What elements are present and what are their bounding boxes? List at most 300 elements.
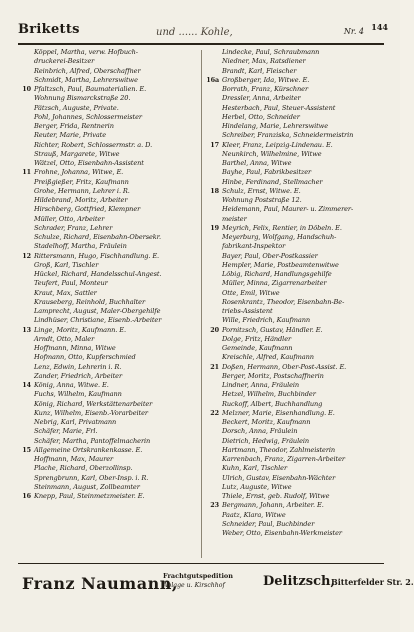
resident-entry — [18, 94, 200, 103]
entry-text: Pornitzsch, Gustav, Händler. E. — [222, 325, 323, 334]
house-entry — [206, 224, 386, 233]
house-number — [18, 464, 34, 473]
house-number — [206, 233, 222, 242]
entry-text: König, Richard, Werkstättenarbeiter — [34, 399, 153, 408]
house-number: 21 — [210, 362, 219, 371]
column-divider — [201, 50, 202, 558]
left-column — [18, 48, 200, 560]
resident-entry — [18, 464, 200, 473]
house-number — [18, 353, 34, 362]
house-number — [206, 113, 222, 122]
resident-entry — [206, 205, 386, 214]
entry-text: Grohe, Hermann, Lehrer i. R. — [34, 186, 130, 195]
resident-entry — [18, 353, 200, 362]
resident-entry — [18, 335, 200, 344]
house-number — [18, 437, 34, 446]
resident-entry — [18, 298, 200, 307]
entry-text: Schneider, Paul, Buchbinder — [222, 519, 315, 528]
advertiser-address: Bitterfelder Str. 2. — [331, 577, 414, 587]
entry-text: Dolge, Fritz, Händler — [222, 334, 292, 343]
house-number — [206, 159, 222, 168]
entry-text: Hempler, Marie, Postbeamtenwitwe — [222, 260, 339, 269]
house-number — [206, 446, 222, 455]
house-number — [206, 270, 222, 279]
resident-entry — [206, 113, 386, 122]
resident-entry — [18, 104, 200, 113]
house-number — [18, 76, 34, 85]
entry-text: Otte, Emil, Witwe — [222, 288, 280, 297]
house-number: 18 — [210, 186, 219, 195]
house-entry — [206, 187, 386, 196]
house-number — [18, 233, 34, 242]
entry-text: Weber, Otto, Eisenbahn-Werkmeister — [222, 529, 342, 537]
entry-text: Schäfer, Marie, Frl. — [34, 427, 98, 436]
house-number — [18, 150, 34, 159]
entry-text: Beckert, Moritz, Kaufmann — [222, 418, 311, 426]
entry-text: Bayhe, Paul, Fabrikbesitzer — [222, 168, 312, 177]
entry-text: Schulze, Richard, Eisenbahn-Obersekr. — [34, 233, 162, 241]
house-number — [206, 464, 222, 473]
resident-entry — [18, 113, 200, 122]
resident-entry — [18, 131, 200, 140]
entry-text: Lenz, Edwin, Lehrerin i. R. — [34, 362, 122, 371]
resident-entry — [18, 178, 200, 187]
house-entry — [18, 326, 200, 335]
house-number — [18, 316, 34, 325]
house-number — [206, 344, 222, 353]
house-number — [206, 205, 222, 214]
resident-entry — [206, 242, 386, 251]
entry-text: Wohnung Poststraße 12. — [222, 196, 302, 204]
house-number — [206, 67, 222, 76]
house-number — [18, 122, 34, 131]
entry-text: Stadelhoff, Martha, Fräulein — [34, 242, 127, 251]
entry-text: Teufert, Paul, Monteur — [34, 279, 108, 288]
entry-text: Groß, Karl, Tischler — [34, 260, 99, 269]
resident-entry — [206, 178, 386, 187]
entry-text: Steinmann, August, Zollbeamter — [34, 482, 140, 491]
entry-text: Frohne, Johanna, Witwe, E. — [34, 168, 124, 177]
house-entry — [206, 501, 386, 510]
entry-text: Bergmann, Johann, Arbeiter. E. — [222, 501, 324, 510]
house-number — [206, 131, 222, 140]
house-entry — [18, 252, 200, 261]
entry-text: Rittersmann, Hugo, Fischhandlung. E. — [34, 251, 160, 260]
resident-entry — [206, 372, 386, 381]
house-number: 13 — [22, 325, 31, 334]
entry-text: Richter, Robert, Schlossermstr. a. D. — [34, 140, 153, 149]
house-number — [206, 48, 222, 57]
resident-entry — [206, 168, 386, 177]
entry-text: Preißgießer, Fritz, Kaufmann — [34, 177, 129, 186]
house-number — [18, 372, 34, 381]
house-number: 14 — [22, 381, 31, 389]
house-number: 17 — [210, 140, 219, 149]
house-number — [206, 400, 222, 409]
entry-text: Krauseberg, Reinhold, Buchhalter — [34, 297, 146, 306]
resident-entry — [206, 131, 386, 140]
resident-entry — [18, 187, 200, 196]
house-entry — [206, 76, 386, 85]
entry-text: Lindhüser, Christiane, Eisenb.-Arbeiter — [34, 316, 162, 325]
entry-text: Strauß, Margarete, Witwe — [34, 149, 120, 158]
entry-text: Barthel, Anna, Witwe — [222, 159, 292, 167]
house-number — [206, 353, 222, 362]
entry-text: Dorsch, Anna, Fräulein — [222, 427, 298, 436]
resident-entry — [206, 94, 386, 103]
entry-text: Hildebrand, Moritz, Arbeiter — [34, 196, 128, 204]
resident-entry — [206, 261, 386, 270]
entry-text: Zander, Friedrich, Arbeiter — [34, 371, 123, 380]
house-number — [18, 298, 34, 307]
house-number — [206, 390, 222, 399]
resident-entry — [18, 205, 200, 214]
resident-entry — [18, 150, 200, 159]
house-number — [18, 131, 34, 140]
house-number — [206, 252, 222, 261]
resident-entry — [18, 224, 200, 233]
resident-entry — [206, 474, 386, 483]
entry-text: Thiele, Ernst, geb. Rudolf, Witwe — [222, 492, 330, 500]
header-title: Briketts — [18, 22, 80, 37]
house-number: 22 — [210, 408, 219, 417]
page-number: 144 — [371, 22, 388, 32]
entry-text: Lutz, Auguste, Witwe — [222, 482, 292, 491]
house-number: 16a — [206, 75, 219, 84]
resident-entry — [18, 363, 200, 372]
entry-text: Berger, Moritz, Postschaffnerin — [222, 371, 324, 380]
entry-text: Lindner, Anna, Fräulein — [222, 381, 300, 389]
house-number — [206, 474, 222, 483]
house-number — [18, 474, 34, 483]
house-number — [206, 520, 222, 529]
house-number — [206, 455, 222, 464]
resident-entry — [18, 270, 200, 279]
entry-text: Hindelang, Marie, Lehrerswitwe — [222, 122, 329, 130]
entry-text: druckerei-Besitzer — [34, 57, 95, 66]
house-entry — [206, 409, 386, 418]
entry-text: Hesterbach, Paul, Steuer-Assistent — [222, 103, 336, 112]
house-number — [206, 483, 222, 492]
house-number — [206, 492, 222, 501]
entry-text: Berger, Frida, Rentnerin — [34, 122, 114, 130]
entry-text: Melzner, Marie, Eisenhandlung. E. — [222, 408, 335, 417]
resident-entry — [18, 57, 200, 66]
entry-text: Schreiber, Franziska, Schneidermeistrin — [222, 131, 354, 140]
entry-text: Schmidt, Martha, Lehrerswitwe — [34, 75, 138, 84]
house-number: 20 — [210, 325, 219, 334]
resident-entry — [18, 307, 200, 316]
entry-text: Linge, Moritz, Kaufmann. E. — [34, 325, 126, 334]
resident-entry — [206, 270, 386, 279]
house-number — [18, 289, 34, 298]
house-number — [206, 289, 222, 298]
resident-entry — [18, 289, 200, 298]
house-number — [18, 196, 34, 205]
house-number — [18, 427, 34, 436]
resident-entry — [206, 529, 386, 538]
entry-text: Kunz, Wilhelm, Eisenb.-Vorarbeiter — [34, 408, 148, 417]
house-number — [18, 400, 34, 409]
resident-entry — [206, 316, 386, 325]
resident-entry — [18, 427, 200, 436]
house-number — [206, 57, 222, 66]
resident-entry — [206, 150, 386, 159]
house-number: 10 — [22, 85, 31, 93]
right-column — [206, 48, 386, 560]
house-entry — [18, 381, 200, 390]
entry-text: Pätzsch, Auguste, Private. — [34, 103, 119, 112]
entry-text: Hinbe, Ferdinand, Stellmacher — [222, 177, 323, 186]
advertiser-business: Frachtgutspedition — [163, 572, 233, 580]
entry-text: Kuhn, Karl, Tischler — [222, 464, 288, 473]
entry-text: Ruckoff, Albert, Buchhandlung — [222, 399, 323, 408]
entry-text: Nebrig, Karl, Privatmann — [34, 418, 117, 426]
house-number — [206, 196, 222, 205]
house-number — [206, 316, 222, 325]
resident-entry — [206, 215, 386, 224]
house-number — [206, 437, 222, 446]
entry-text: Wille, Friedrich, Kaufmann — [222, 316, 311, 325]
house-number — [18, 57, 34, 66]
house-entry — [18, 446, 200, 455]
resident-entry — [18, 196, 200, 205]
resident-entry — [206, 381, 386, 390]
footer-rule — [18, 563, 384, 564]
house-number — [18, 307, 34, 316]
house-number — [206, 178, 222, 187]
house-entry — [206, 326, 386, 335]
resident-entry — [206, 390, 386, 399]
resident-entry — [18, 215, 200, 224]
house-entry — [18, 85, 200, 94]
entry-text: Hoffmann, Max, Maurer — [34, 455, 114, 463]
entry-text: Dietrich, Hedwig, Fräulein — [222, 436, 310, 445]
house-number — [206, 279, 222, 288]
resident-entry — [206, 455, 386, 464]
entry-text: Wohnung Bismarckstraße 20. — [34, 94, 131, 103]
house-number — [18, 94, 34, 103]
resident-entry — [18, 141, 200, 150]
house-number — [18, 67, 34, 76]
resident-entry — [206, 418, 386, 427]
resident-entry — [206, 48, 386, 57]
entry-text: Lindecke, Paul, Schraubmann — [222, 48, 320, 56]
entry-text: Rosenkrantz, Theodor, Eisenbahn-Be- — [222, 297, 345, 306]
resident-entry — [206, 279, 386, 288]
resident-entry — [206, 492, 386, 501]
entry-text: Kraut, Max, Sattler — [34, 288, 97, 297]
entry-text: König, Anna, Witwe. E. — [34, 381, 109, 389]
entry-text: Ulrich, Gustav, Eisenbahn-Wächter — [222, 473, 336, 482]
house-number — [206, 307, 222, 316]
entry-text: Schulz, Ernst, Witwe. E. — [222, 186, 301, 195]
house-entry — [206, 363, 386, 372]
house-number — [18, 104, 34, 113]
house-number — [206, 150, 222, 159]
entry-text: fabrikant-Inspektor — [222, 242, 286, 251]
entry-text: Müller, Minna, Zigarrenarbeiter — [222, 279, 327, 288]
resident-entry — [206, 159, 386, 168]
house-number — [206, 168, 222, 177]
house-number — [206, 335, 222, 344]
house-number — [18, 141, 34, 150]
house-number — [18, 159, 34, 168]
entry-text: Fuchs, Wilhelm, Kaufmann — [34, 390, 122, 399]
house-number — [18, 390, 34, 399]
house-entry — [18, 492, 200, 501]
resident-entry — [206, 196, 386, 205]
house-number — [206, 122, 222, 131]
house-number — [18, 409, 34, 418]
resident-entry — [206, 400, 386, 409]
house-number: 15 — [22, 445, 31, 454]
resident-entry — [18, 400, 200, 409]
house-number: 19 — [210, 223, 219, 232]
house-number — [18, 48, 34, 57]
resident-entry — [18, 159, 200, 168]
entry-text: Doßen, Hermann, Ober-Post-Assist. E. — [222, 362, 347, 371]
house-number — [18, 279, 34, 288]
entry-text: Allgemeine Ortskrankenkasse. E. — [34, 445, 143, 454]
resident-entry — [206, 335, 386, 344]
resident-entry — [18, 122, 200, 131]
resident-entry — [206, 85, 386, 94]
entry-text: Paatz, Klara, Witwe — [222, 510, 286, 519]
house-number — [206, 85, 222, 94]
entry-text: Hetzel, Wilhelm, Buchbinder — [222, 390, 316, 399]
house-number — [18, 187, 34, 196]
entry-text: Hofmann, Otto, Kupferschmied — [34, 353, 136, 362]
house-number — [206, 242, 222, 251]
house-number — [18, 242, 34, 251]
house-number — [206, 261, 222, 270]
resident-entry — [206, 289, 386, 298]
resident-entry — [18, 390, 200, 399]
resident-entry — [206, 298, 386, 307]
house-number — [18, 205, 34, 214]
resident-entry — [18, 344, 200, 353]
house-number — [206, 215, 222, 224]
house-number — [18, 363, 34, 372]
entry-text: Köppel, Martha, verw. Hofbuch- — [34, 48, 138, 56]
resident-entry — [206, 483, 386, 492]
resident-entry — [18, 372, 200, 381]
entry-text: Plache, Richard, Oberzollinsp. — [34, 464, 133, 473]
entry-text: Pohl, Johannes, Schlossermeister — [34, 112, 142, 121]
resident-entry — [206, 344, 386, 353]
resident-entry — [206, 104, 386, 113]
house-number — [206, 94, 222, 103]
resident-entry — [18, 76, 200, 85]
advertiser-services: Ablage u. Kirschhof — [163, 582, 225, 589]
entry-text: Hoffmann, Minna, Witwe — [34, 344, 116, 352]
entry-text: Hückel, Richard, Handelsschul-Angest. — [34, 270, 162, 278]
house-number — [18, 455, 34, 464]
header-subtitle: und ...... Kohle, — [156, 27, 233, 38]
house-number — [206, 104, 222, 113]
entry-text: Meyerburg, Wolfgang, Handschuh- — [222, 233, 337, 241]
resident-entry — [18, 242, 200, 251]
house-number — [206, 427, 222, 436]
advertiser-city: Delitzsch, — [263, 574, 336, 589]
resident-entry — [206, 57, 386, 66]
house-number — [18, 418, 34, 427]
resident-entry — [206, 353, 386, 362]
entry-text: Hirschberg, Gottfried, Klempner — [34, 205, 141, 214]
resident-entry — [18, 316, 200, 325]
resident-entry — [206, 520, 386, 529]
house-number — [18, 335, 34, 344]
resident-entry — [18, 483, 200, 492]
house-number — [18, 483, 34, 492]
header-rule — [18, 43, 384, 45]
entry-text: Karrenbach, Franz, Zigarren-Arbeiter — [222, 455, 345, 463]
entry-text: Löbig, Richard, Handlungsgehilfe — [222, 270, 332, 278]
house-number — [206, 372, 222, 381]
resident-entry — [206, 233, 386, 242]
entry-text: Meyrich, Felix, Rentier, in Döbeln. E. — [222, 223, 342, 232]
entry-text: Knepp, Paul, Steinmetzmeister. E. — [34, 492, 145, 500]
entry-text: Schäfer, Martha, Pantoffelmacherin — [34, 436, 151, 445]
house-number: 12 — [22, 251, 31, 260]
entry-text: Lamprecht, August, Maler-Obergehilfe — [34, 307, 161, 315]
resident-entry — [18, 418, 200, 427]
entry-text: Niedner, Max, Ratsdiener — [222, 57, 306, 66]
house-number — [206, 418, 222, 427]
house-number — [18, 113, 34, 122]
entry-text: Hartmann, Theodor, Zahlmeisterin — [222, 445, 336, 454]
advertiser-name: Franz Naumann, — [22, 574, 178, 593]
house-entry — [206, 141, 386, 150]
entry-text: Kleer, Franz, Leipzig-Lindenau. E. — [222, 140, 333, 149]
resident-entry — [18, 409, 200, 418]
resident-entry — [206, 122, 386, 131]
house-number — [18, 270, 34, 279]
house-number: 23 — [210, 501, 219, 510]
entry-text: Pfaltzsch, Paul, Baumaterialien. E. — [34, 85, 147, 93]
entry-text: Heidemann, Paul, Maurer- u. Zimmerer- — [222, 205, 354, 214]
house-number — [18, 261, 34, 270]
resident-entry — [206, 307, 386, 316]
resident-entry — [18, 474, 200, 483]
resident-entry — [206, 511, 386, 520]
entry-text: Neunkirch, Wilhelmine, Witwe — [222, 149, 322, 158]
resident-entry — [206, 67, 386, 76]
entry-text: Gemeinde, Kaufmann — [222, 344, 293, 352]
entry-text: Herbel, Otto, Schneider — [222, 112, 300, 121]
house-number — [206, 529, 222, 538]
house-number — [18, 215, 34, 224]
entry-text: Kreischle, Alfred, Kaufmann — [222, 353, 314, 362]
house-number: 16 — [22, 492, 31, 500]
entry-text: Arndt, Otto, Maler — [34, 334, 95, 343]
entry-text: Brandt, Karl, Fleischer — [222, 66, 297, 75]
house-number — [206, 511, 222, 520]
entry-text: Borrath, Franz, Kürschner — [222, 85, 309, 93]
house-number — [18, 224, 34, 233]
entry-text: Großberger, Ida, Witwe. E. — [222, 75, 310, 84]
entry-text: meister — [222, 214, 247, 223]
resident-entry — [206, 252, 386, 261]
house-number — [18, 344, 34, 353]
house-number — [206, 381, 222, 390]
resident-entry — [18, 48, 200, 57]
resident-entry — [206, 446, 386, 455]
entry-text: Bayer, Paul, Ober-Postkassier — [222, 251, 318, 260]
entry-text: Reuter, Marie, Private — [34, 131, 107, 140]
resident-entry — [18, 455, 200, 464]
